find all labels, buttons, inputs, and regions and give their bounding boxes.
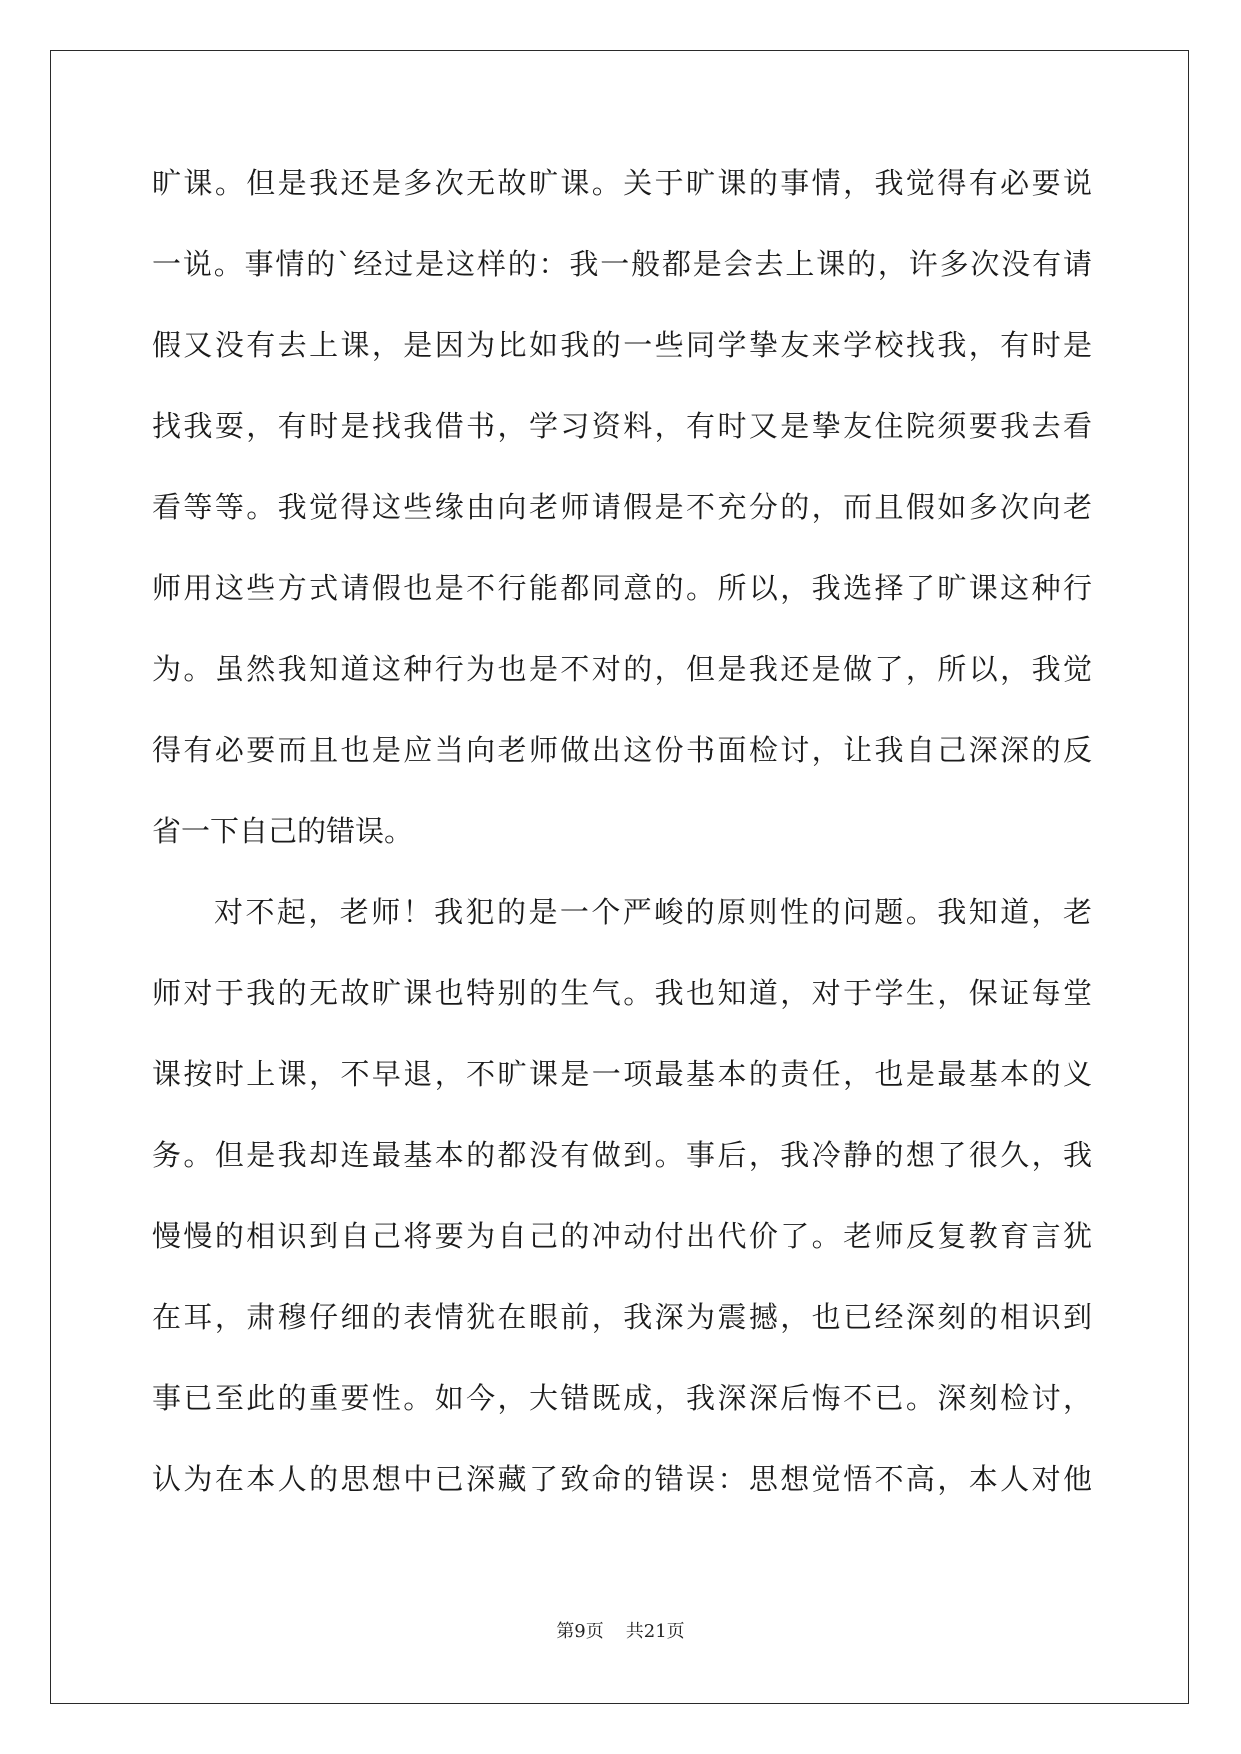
text-line: 旷课。但是我还是多次无故旷课。关于旷课的事情，我觉得有必要说 [152,166,1092,200]
text-line: 务。但是我却连最基本的都没有做到。事后，我冷静的想了很久，我 [152,1138,1092,1172]
text-line: 在耳，肃穆仔细的表情犹在眼前，我深为震撼，也已经深刻的相识到 [152,1300,1092,1334]
text-line: 认为在本人的思想中已深藏了致命的错误：思想觉悟不高，本人对他 [152,1462,1092,1496]
text-line: 师对于我的无故旷课也特别的生气。我也知道，对于学生，保证每堂 [152,976,1092,1010]
paragraph-2 [152,892,1092,1540]
paragraph-1 [152,163,1092,892]
text-line: 得有必要而且也是应当向老师做出这份书面检讨，让我自己深深的反 [152,733,1092,767]
page-footer [0,1617,1241,1643]
text-line: 看等等。我觉得这些缘由向老师请假是不充分的，而且假如多次向老 [152,490,1092,524]
text-line: 师用这些方式请假也是不行能都同意的。所以，我选择了旷课这种行 [152,571,1092,605]
text-line: 为。虽然我知道这种行为也是不对的，但是我还是做了，所以，我觉 [152,652,1092,686]
document-body [152,163,1092,1540]
text-line: 慢慢的相识到自己将要为自己的冲动付出代价了。老师反复教育言犹 [152,1219,1092,1253]
total-pages-label: 共21页 [625,1621,685,1642]
current-page-label: 第9页 [556,1621,604,1642]
text-line: 省一下自己的错误。 [152,814,414,848]
text-line: 课按时上课，不早退，不旷课是一项最基本的责任，也是最基本的义 [152,1057,1092,1091]
text-line: 对不起，老师！我犯的是一个严峻的原则性的问题。我知道，老 [214,895,1092,929]
text-line: 事已至此的重要性。如今，大错既成，我深深后悔不已。深刻检讨， [152,1381,1092,1415]
text-line: 假又没有去上课，是因为比如我的一些同学挚友来学校找我，有时是 [152,328,1092,362]
text-line: 一说。事情的`经过是这样的：我一般都是会去上课的，许多次没有请 [152,247,1092,281]
text-line: 找我耍，有时是找我借书，学习资料，有时又是挚友住院须要我去看 [152,409,1092,443]
